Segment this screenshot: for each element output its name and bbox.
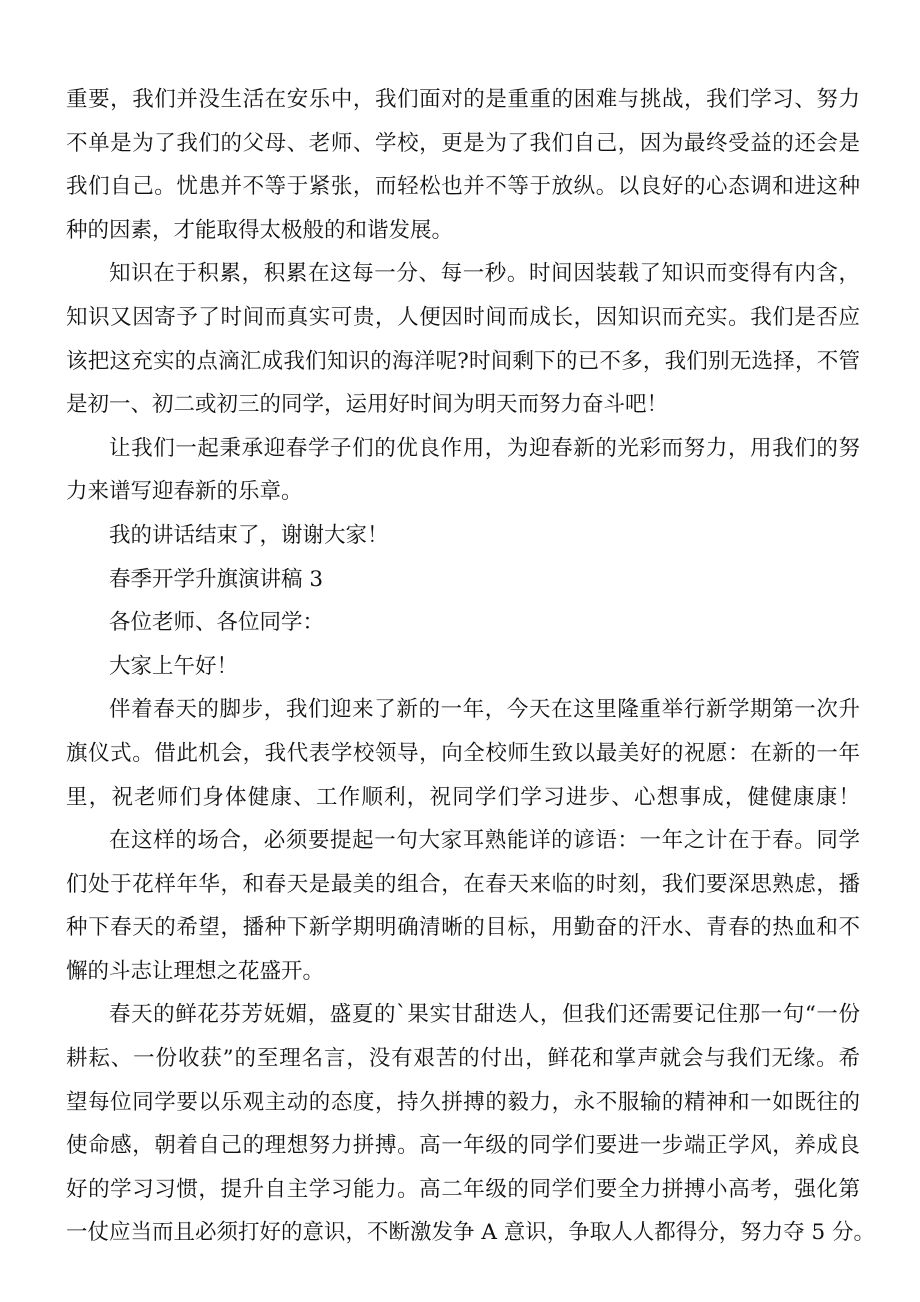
- text-line: 种的因素，才能取得太极般的和谐发展。: [66, 217, 454, 243]
- text-line: 里，祝老师们身体健康、工作顺利，祝同学们学习进步、心想事成，健健康康！: [66, 784, 860, 810]
- paragraph: [66, 993, 876, 1255]
- text-line: 好的学习习惯，提升自主学习能力。高二年级的同学们要全力拼搏小高考，强化第: [66, 1176, 860, 1202]
- text-line: 使命感，朝着自己的理想努力拼搏。高一年级的同学们要进一步端正学风，养成良: [66, 1133, 860, 1159]
- text-line: 我的讲话结束了，谢谢大家！: [109, 522, 389, 548]
- text-line: 该把这充实的点滴汇成我们知识的海洋呢?时间剩下的已不多，我们别无选择，不管: [66, 348, 860, 374]
- text-line: 们处于花样年华，和春天是最美的组合，在春天来临的时刻，我们要深思熟虑，播: [66, 871, 860, 897]
- paragraph: [66, 427, 860, 514]
- text-line: 春天的鲜花芬芳妩媚，盛夏的`果实甘甜迭人，但我们还需要记住那一句“一份: [109, 1002, 860, 1028]
- greeting: [66, 645, 860, 689]
- text-line: 伴着春天的脚步，我们迎来了新的一年，今天在这里隆重举行新学期第一次升: [109, 697, 860, 723]
- text-line: 旗仪式。借此机会，我代表学校领导，向全校师生致以最美好的祝愿：在新的一年: [66, 740, 860, 766]
- paragraph: [66, 688, 860, 819]
- salutation: [66, 601, 860, 645]
- text-line: 耕耘、一份收获”的至理名言，没有艰苦的付出，鲜花和掌声就会与我们无缘。希: [66, 1046, 860, 1072]
- text-line: 我们自己。忧患并不等于紧张，而轻松也并不等于放纵。以良好的心态调和进这种: [66, 174, 860, 200]
- document-page: [66, 78, 876, 1255]
- text-line: 春季开学升旗演讲稿 3: [109, 566, 324, 592]
- text-line: 望每位同学要以乐观主动的态度，持久拼搏的毅力，永不服输的精神和一如既往的: [66, 1089, 860, 1115]
- paragraph: [66, 252, 860, 426]
- text-line: 知识又因寄予了时间而真实可贵，人便因时间而成长，因知识而充实。我们是否应: [66, 304, 860, 330]
- paragraph: [66, 78, 860, 252]
- text-line: 种下春天的希望，播种下新学期明确清晰的目标，用勤奋的汗水、青春的热血和不: [66, 915, 860, 941]
- text-line: 知识在于积累，积累在这每一分、每一秒。时间因装载了知识而变得有内含，: [109, 261, 860, 287]
- text-line: 不单是为了我们的父母、老师、学校，更是为了我们自己，因为最终受益的还会是: [66, 130, 860, 156]
- text-line: 让我们一起秉承迎春学子们的优良作用，为迎春新的光彩而努力，用我们的努: [109, 435, 860, 461]
- text-line: 力来谱写迎春新的乐章。: [66, 479, 303, 505]
- text-line: 重要，我们并没生活在安乐中，我们面对的是重重的困难与挑战，我们学习、努力: [66, 87, 860, 112]
- text-line: 是初一、初二或初三的同学，运用好时间为明天而努力奋斗吧！: [66, 392, 669, 418]
- text-line: 在这样的场合，必须要提起一句大家耳熟能详的谚语：一年之计在于春。同学: [109, 828, 860, 854]
- text-line: 一仗应当而且必须打好的意识，不断激发争 A 意识，争取人人都得分，努力夺 5 分。: [66, 1220, 876, 1246]
- paragraph: [66, 819, 860, 993]
- closing-line: [66, 514, 860, 558]
- text-line: 大家上午好！: [109, 653, 239, 679]
- section-title: [66, 558, 860, 602]
- text-line: 各位老师、各位同学：: [109, 610, 325, 636]
- text-line: 懈的斗志让理想之花盛开。: [66, 958, 325, 984]
